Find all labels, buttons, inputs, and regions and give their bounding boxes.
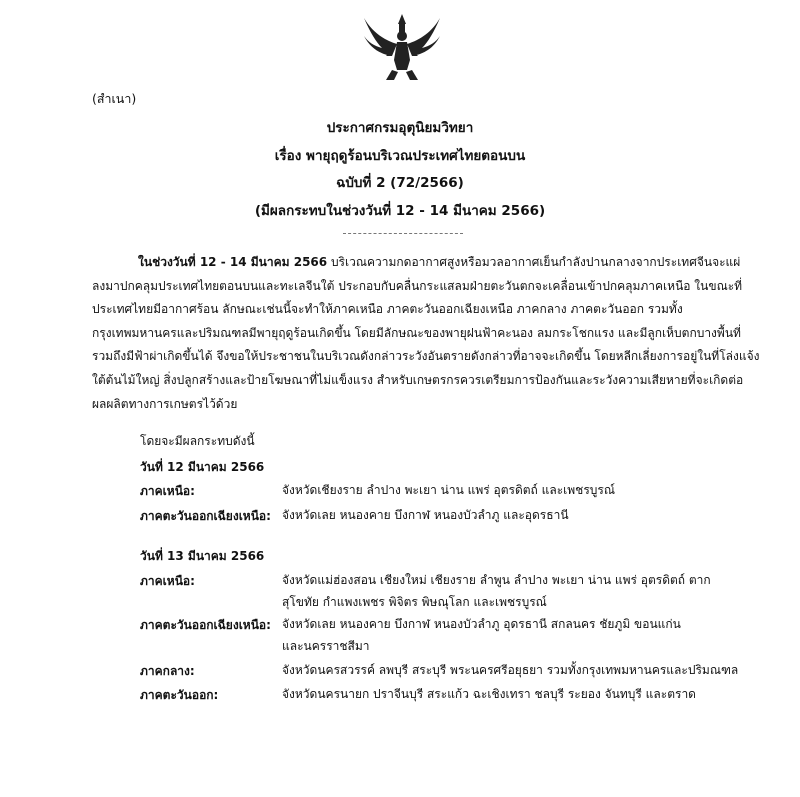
body-line: รวมถึงมีฟ้าผ่าเกิดขึ้นได้ จึงขอให้ประชาชนในบริเวณดังกล่าวระวังอันตรายดังกล่าวที่อาจจะเกิดขึ้น โดยหลีกเลี่ยงการอยู่ในที่โล่งแจ้ง bbox=[92, 349, 760, 364]
province-list bbox=[282, 613, 752, 657]
day-heading: วันที่ 12 มีนาคม 2566 bbox=[140, 460, 265, 474]
day-heading: วันที่ 13 มีนาคม 2566 bbox=[140, 549, 265, 563]
garuda-emblem-icon bbox=[362, 12, 442, 84]
region-label: ภาคกลาง: bbox=[140, 664, 195, 678]
province-line: จังหวัดเลย หนองคาย บึงกาฬ หนองบัวลำภู และอุดรธานี bbox=[282, 508, 569, 522]
body-line-text: บริเวณความกดอากาศสูงหรือมวลอากาศเย็นกำลังปานกลางจากประเทศจีนจะแผ่ bbox=[327, 255, 741, 269]
province-list bbox=[282, 659, 752, 681]
province-line: จังหวัดนครนายก ปราจีนบุรี สระแก้ว ฉะเชิงเทรา ชลบุรี ระยอง จันทบุรี และตราด bbox=[282, 687, 696, 701]
region-label: ภาคตะวันออก: bbox=[140, 688, 219, 702]
announcement-body bbox=[92, 251, 760, 416]
province-line: จังหวัดแม่ฮ่องสอน เชียงใหม่ เชียงราย ลำพูน ลำปาง พะเยา น่าน แพร่ อุตรดิตถ์ ตาก bbox=[282, 573, 711, 587]
impact-intro: โดยจะมีผลกระทบดังนี้ bbox=[140, 434, 255, 448]
province-line: จังหวัดนครสวรรค์ ลพบุรี สระบุรี พระนครศรีอยุธยา รวมทั้งกรุงเทพมหานครและปริมณฑล bbox=[282, 663, 739, 677]
province-list bbox=[282, 504, 752, 526]
province-list bbox=[282, 683, 752, 705]
province-line: สุโขทัย กำแพงเพชร พิจิตร พิษณุโลก และเพชรบูรณ์ bbox=[282, 595, 547, 609]
province-list bbox=[282, 569, 752, 613]
title-divider bbox=[343, 233, 463, 234]
province-list bbox=[282, 479, 752, 501]
province-line: จังหวัดเชียงราย ลำปาง พะเยา น่าน แพร่ อุตรดิตถ์ และเพชรบูรณ์ bbox=[282, 483, 615, 497]
body-line: ลงมาปกคลุมประเทศไทยตอนบนและทะเลจีนใต้ ประกอบกับคลื่นกระแสลมฝ่ายตะวันตกจะเคลื่อนเข้าปกคลุมภาคเหนือ ในขณะที่ bbox=[92, 278, 743, 293]
subject-title: เรื่อง พายุฤดูร้อนบริเวณประเทศไทยตอนบน bbox=[274, 148, 526, 164]
region-label: ภาคเหนือ: bbox=[140, 574, 195, 588]
body-line: ใต้ต้นไม้ใหญ่ สิ่งปลูกสร้างและป้ายโฆษณาที่ไม่แข็งแรง สำหรับเกษตรกรควรเตรียมการป้องกันและระวังความเสียหายที่จะเกิดต่อ bbox=[92, 372, 744, 387]
region-label: ภาคตะวันออกเฉียงเหนือ: bbox=[140, 618, 271, 632]
region-label: ภาคตะวันออกเฉียงเหนือ: bbox=[140, 509, 271, 523]
region-label: ภาคเหนือ: bbox=[140, 484, 195, 498]
copy-label: (สำเนา) bbox=[92, 91, 137, 106]
body-line: กรุงเทพมหานครและปริมณฑลมีพายุฤดูร้อนเกิดขึ้น โดยมีลักษณะของพายุฝนฟ้าคะนอง ลมกระโชกแรง และมีลูกเห็บตกบางพื้นที่ bbox=[92, 325, 741, 340]
body-line: ผลผลิตทางการเกษตรไว้ด้วย bbox=[92, 396, 238, 411]
body-line bbox=[92, 251, 742, 275]
issuer-title: ประกาศกรมอุตุนิยมวิทยา bbox=[326, 120, 474, 136]
province-line: และนครราชสีมา bbox=[282, 639, 370, 653]
body-lead: ในช่วงวันที่ 12 - 14 มีนาคม 2566 bbox=[138, 255, 328, 269]
province-line: จังหวัดเลย หนองคาย บึงกาฬ หนองบัวลำภู อุดรธานี สกลนคร ชัยภูมิ ขอนแก่น bbox=[282, 617, 681, 631]
effective-period: (มีผลกระทบในช่วงวันที่ 12 - 14 มีนาคม 2566) bbox=[254, 203, 546, 219]
issue-number: ฉบับที่ 2 (72/2566) bbox=[336, 175, 464, 191]
body-line: ประเทศไทยมีอากาศร้อน ลักษณะเช่นนี้จะทำให้ภาคเหนือ ภาคตะวันออกเฉียงเหนือ ภาคกลาง ภาคตะวันออก รวมทั้ง bbox=[92, 302, 683, 317]
